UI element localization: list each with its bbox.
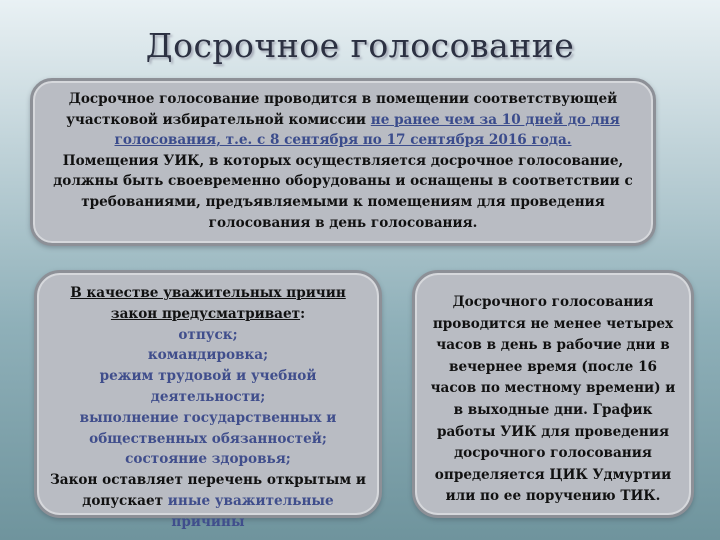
voting-dates-link[interactable]: не ранее чем за 10 дней до дня голосования, т.е. с 8 сентября по 17 сентября 2016 года. bbox=[114, 111, 620, 149]
other-reasons-text: иные уважительные причины bbox=[167, 492, 334, 530]
info-paragraph-text: Досрочное голосование проводится в помещении соответствующей участковой избирательной комиссии bbox=[66, 91, 618, 128]
schedule-info-box bbox=[412, 270, 694, 518]
valid-reasons-box bbox=[34, 270, 382, 530]
reasons-closing-text: Закон оставляет перечень открытым и допускает bbox=[49, 472, 366, 509]
schedule-text: Досрочного голосования проводится не менее четырех часов в день в рабочие дни в вечернее время (после 16 часов по местному времени) и в выходные дни. График работы УИК для проведения досрочного голосования определяется ЦИК Удмуртии или по ее поручению ТИК. bbox=[430, 294, 676, 505]
reasons-intro-colon: : bbox=[300, 305, 306, 322]
reason-item: отпуск; bbox=[178, 326, 238, 343]
page-title: Досрочное голосование bbox=[145, 26, 575, 65]
reason-item: режим трудовой и учебной деятельности; bbox=[99, 368, 317, 405]
reasons-intro-text: В качестве уважительных причин закон предусматривает bbox=[70, 285, 346, 322]
reason-item: состояние здоровья; bbox=[125, 451, 291, 468]
reason-item: выполнение государственных и общественных обязанностей; bbox=[79, 409, 337, 447]
reason-item: командировка; bbox=[147, 347, 269, 364]
premises-requirements-text: Помещения УИК, в которых осуществляется досрочное голосование, должны быть своевременно оборудованы и оснащены в соответствии с требованиями, предъявляемыми к помещениям для проведения голосования в день голосования. bbox=[53, 152, 633, 231]
early-voting-info-box bbox=[30, 78, 656, 246]
